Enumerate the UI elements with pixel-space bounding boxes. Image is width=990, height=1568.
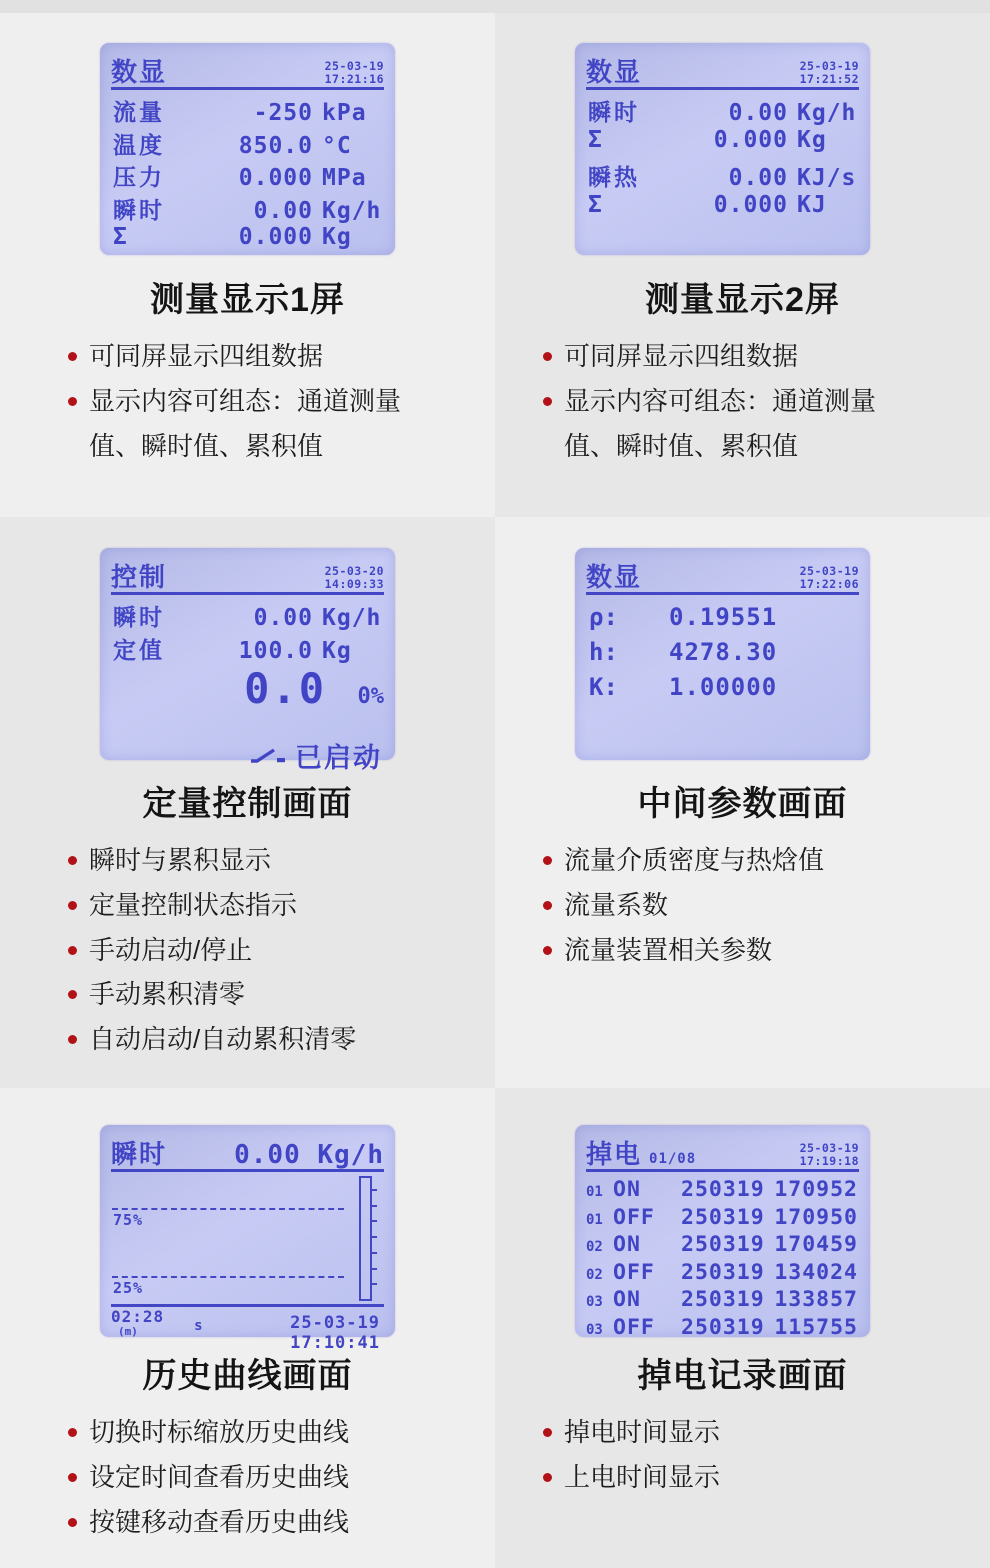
- lcd-row: [111, 127, 384, 160]
- record-index: 01: [586, 1211, 603, 1228]
- bullet-text: 切换时标缩放历史曲线: [89, 1417, 350, 1448]
- bullet-item: [543, 334, 990, 379]
- row-unit: °C: [322, 132, 352, 159]
- row-value: 0.000: [238, 224, 313, 250]
- record-state: OFF: [613, 1314, 655, 1340]
- lcd-rows: [111, 94, 384, 257]
- section-title: 测量显示1屏: [150, 281, 345, 319]
- bullet-dot-icon: [68, 990, 77, 999]
- bullet-dot-icon: [543, 397, 552, 406]
- bullet-dot-icon: [68, 1473, 77, 1482]
- trend-datetime: 25-03-19 17:10:41: [290, 1313, 380, 1353]
- param-row: [586, 638, 859, 673]
- lcd-header: [111, 1130, 384, 1172]
- elapsed-unit: (m): [118, 1325, 138, 1338]
- bullet-text: 掉电时间显示: [564, 1417, 721, 1448]
- record-index: 03: [586, 1294, 603, 1310]
- bullet-dot-icon: [68, 1518, 77, 1527]
- lcd-date: 25-03-19: [799, 58, 859, 73]
- bullet-text: 自动启动/自动累积清零: [89, 1024, 357, 1055]
- bullet-text: 定量控制状态指示: [89, 889, 298, 920]
- lcd-row: [111, 599, 384, 632]
- row-value: 100.0: [238, 637, 313, 664]
- bullet-list: [0, 838, 495, 1062]
- row-label: Σ: [113, 224, 130, 250]
- lcd-header: [586, 1130, 859, 1172]
- bullet-dot-icon: [543, 1428, 552, 1437]
- record-time: 134024: [774, 1259, 858, 1285]
- section-title: 历史曲线画面: [142, 1357, 353, 1395]
- lcd-screen-name: 瞬时: [111, 1140, 168, 1170]
- lcd-params: [575, 548, 870, 760]
- section-title: 中间参数画面: [637, 785, 848, 823]
- bullet-text: 瞬时与累积显示: [89, 845, 272, 876]
- record-page-index: 01/08: [649, 1151, 697, 1167]
- bullet-text: 可同屏显示四组数据: [564, 341, 799, 372]
- lcd-row: [586, 159, 859, 192]
- bullet-item: [543, 928, 990, 973]
- bullet-dot-icon: [68, 946, 77, 955]
- lcd-rows: [586, 94, 859, 224]
- bullet-dot-icon: [543, 901, 552, 910]
- record-state: ON: [613, 1177, 641, 1202]
- scrollbar-tick: [371, 1220, 377, 1222]
- bullet-dot-icon: [543, 1473, 552, 1482]
- control-status-row: [111, 736, 384, 775]
- scrollbar-tick: [371, 1236, 377, 1238]
- batch-progress-value: 0.0: [244, 664, 326, 713]
- lcd-screen-name: 数显: [586, 58, 643, 88]
- gridline-75: [112, 1208, 344, 1210]
- param-value: 1.00000: [669, 673, 778, 701]
- trend-scrollbar: [359, 1176, 372, 1301]
- bullet-list: [495, 838, 990, 972]
- lcd-screen-name: 数显: [111, 58, 168, 88]
- trend-axis-row: [111, 1304, 384, 1353]
- lcd-measure-1: [100, 43, 395, 255]
- bullet-text: 设定时间查看历史曲线: [89, 1461, 350, 1492]
- lcd-datetime: [325, 60, 384, 86]
- row-value: 0.00: [728, 100, 788, 126]
- bullet-dot-icon: [68, 352, 77, 361]
- bullet-dot-icon: [68, 1035, 77, 1044]
- bullet-text: 流量介质密度与热焓值: [564, 845, 825, 876]
- row-label: 瞬时: [113, 197, 165, 224]
- panel-history-trend: [0, 1088, 495, 1568]
- scrollbar-tick: [371, 1268, 377, 1270]
- bullet-item: [68, 1410, 495, 1455]
- bullet-dot-icon: [543, 946, 552, 955]
- bullet-item: [68, 379, 495, 468]
- batch-progress-percent: 0%: [357, 684, 384, 709]
- bullet-item: [543, 379, 990, 468]
- record-row: [586, 1260, 859, 1288]
- row-value: 0.000: [713, 191, 788, 218]
- switch-icon: [249, 747, 285, 764]
- record-state: ON: [613, 1232, 641, 1257]
- bullet-item: [68, 1455, 495, 1500]
- bullet-item: [68, 883, 495, 928]
- row-value: 0.00: [728, 165, 788, 191]
- lcd-row: [111, 632, 384, 665]
- record-time: 133857: [774, 1287, 858, 1312]
- lcd-header: [111, 553, 384, 595]
- record-time: 170459: [774, 1232, 858, 1257]
- section-title: 掉电记录画面: [637, 1357, 848, 1395]
- lcd-time: 17:19:18: [799, 1153, 859, 1168]
- panel-measure-screen-1: [0, 13, 495, 517]
- row-label: 流量: [113, 100, 165, 126]
- param-row: [586, 603, 859, 638]
- bullet-item: [68, 334, 495, 379]
- bullet-text: 流量系数: [564, 889, 669, 920]
- panel-grid: [0, 13, 990, 1568]
- record-date: 250319: [681, 1204, 765, 1230]
- lcd-trend: [100, 1125, 395, 1353]
- row-label: Σ: [588, 191, 605, 218]
- top-divider-strip: [0, 0, 990, 13]
- record-state: OFF: [613, 1259, 655, 1285]
- row-value: 0.00: [253, 197, 313, 224]
- panel-quantitative-control: [0, 517, 495, 1088]
- row-value: 0.00: [253, 605, 313, 631]
- lcd-row: [586, 127, 859, 160]
- lcd-rows: [111, 599, 384, 775]
- record-row: [586, 1177, 859, 1205]
- panel-poweroff-record: [495, 1088, 990, 1568]
- bullet-item: [543, 1455, 990, 1500]
- lcd-row: [111, 94, 384, 127]
- lcd-screen-name: 掉电: [586, 1140, 643, 1170]
- row-unit: Kg: [322, 224, 352, 250]
- bullet-dot-icon: [543, 856, 552, 865]
- row-unit: Kg/h: [322, 197, 382, 224]
- lcd-datetime: [800, 565, 859, 591]
- record-list: [586, 1177, 859, 1342]
- record-row: [586, 1232, 859, 1260]
- row-value: -250: [253, 100, 313, 126]
- record-state: ON: [613, 1287, 641, 1312]
- record-index: 02: [586, 1266, 603, 1283]
- control-status-text: 已启动: [295, 743, 382, 774]
- lcd-screen-name: 控制: [111, 563, 168, 593]
- bullet-dot-icon: [543, 352, 552, 361]
- lcd-row: [111, 192, 384, 225]
- panel-intermediate-params: [495, 517, 990, 1088]
- bullet-list: [495, 1410, 990, 1499]
- record-date: 250319: [681, 1232, 765, 1257]
- bullet-list: [0, 334, 495, 468]
- bullet-text: 手动启动/停止: [89, 934, 253, 965]
- row-value: 850.0: [238, 132, 313, 159]
- param-label: h:: [589, 638, 618, 666]
- bullet-dot-icon: [68, 901, 77, 910]
- row-value: 0.000: [713, 126, 788, 153]
- lcd-time: 14:09:33: [324, 576, 384, 591]
- row-label: 瞬时: [113, 605, 165, 631]
- grid-label-75: 75%: [113, 1211, 144, 1229]
- record-time: 115755: [774, 1314, 858, 1340]
- bullet-item: [68, 928, 495, 973]
- lcd-measure-2: [575, 43, 870, 255]
- param-label: K:: [589, 673, 618, 701]
- lcd-date: 25-03-19: [799, 1140, 859, 1155]
- bullet-list: [495, 334, 990, 468]
- lcd-poweroff: [575, 1125, 870, 1340]
- lcd-header-left: [586, 1142, 696, 1168]
- section-title: 定量控制画面: [142, 785, 353, 823]
- lcd-header: [586, 553, 859, 595]
- lcd-time: 17:21:52: [799, 71, 859, 86]
- row-unit: KJ: [797, 191, 827, 218]
- bullet-dot-icon: [68, 1428, 77, 1437]
- lcd-header: [586, 48, 859, 90]
- row-unit: MPa: [322, 165, 367, 191]
- lcd-control: [100, 548, 395, 774]
- record-date: 250319: [681, 1259, 765, 1285]
- row-unit: kPa: [322, 100, 367, 126]
- record-date: 250319: [681, 1287, 765, 1312]
- lcd-screen-name: 数显: [586, 563, 643, 593]
- record-time: 170952: [774, 1177, 858, 1202]
- lcd-time: 17:21:16: [324, 71, 384, 86]
- bullet-item: [68, 1017, 495, 1062]
- row-unit: Kg: [797, 126, 827, 153]
- record-index: 02: [586, 1239, 603, 1255]
- record-row: [586, 1315, 859, 1343]
- row-unit: Kg/h: [322, 605, 382, 631]
- bullet-text: 上电时间显示: [564, 1461, 721, 1492]
- grid-label-25: 25%: [113, 1279, 144, 1297]
- bullet-list: [0, 1410, 495, 1544]
- row-label: 瞬时: [588, 100, 640, 126]
- row-unit: Kg/h: [797, 100, 857, 126]
- lcd-rows: [586, 603, 859, 708]
- param-value: 0.19551: [669, 603, 778, 631]
- section-title: 测量显示2屏: [645, 281, 840, 319]
- lcd-row: [586, 94, 859, 127]
- trend-header-value: 0.00 Kg/h: [234, 1140, 384, 1170]
- lcd-row: [586, 192, 859, 225]
- lcd-datetime: [325, 565, 384, 591]
- gridline-25: [112, 1276, 344, 1278]
- row-unit: Kg: [322, 637, 352, 664]
- bullet-text: 流量装置相关参数: [564, 934, 773, 965]
- bullet-text: 按键移动查看历史曲线: [89, 1506, 350, 1537]
- lcd-row: [111, 224, 384, 257]
- bullet-dot-icon: [68, 856, 77, 865]
- lcd-date: 25-03-19: [799, 563, 859, 578]
- bullet-text: 可同屏显示四组数据: [89, 341, 324, 372]
- scrollbar-tick: [371, 1189, 377, 1191]
- record-row: [586, 1205, 859, 1233]
- row-label: 定值: [113, 637, 165, 664]
- elapsed-block: [111, 1309, 164, 1337]
- elapsed-time: 02:28: [111, 1307, 165, 1326]
- row-value: 0.000: [238, 165, 313, 191]
- bullet-text: 显示内容可组态：通道测量值、瞬时值、累积值: [564, 385, 877, 461]
- bullet-item: [543, 1410, 990, 1455]
- record-row: [586, 1287, 859, 1315]
- lcd-header: [111, 48, 384, 90]
- lcd-date: 25-03-20: [324, 563, 384, 578]
- bullet-text: 显示内容可组态：通道测量值、瞬时值、累积值: [89, 385, 402, 461]
- lcd-row: [111, 159, 384, 192]
- batch-progress-row: [111, 664, 384, 713]
- scrollbar-tick: [371, 1252, 377, 1254]
- bullet-item: [68, 838, 495, 883]
- bullet-text: 手动累积清零: [89, 979, 246, 1010]
- row-label: Σ: [588, 126, 605, 153]
- record-index: 03: [586, 1321, 603, 1338]
- lcd-datetime: [800, 1142, 859, 1168]
- bullet-dot-icon: [68, 397, 77, 406]
- record-date: 250319: [681, 1177, 765, 1202]
- row-label: 压力: [113, 165, 165, 191]
- record-state: OFF: [613, 1204, 655, 1230]
- lcd-time: 17:22:06: [799, 576, 859, 591]
- bullet-item: [68, 1500, 495, 1545]
- record-date: 250319: [681, 1314, 765, 1340]
- record-index: 01: [586, 1184, 603, 1200]
- bullet-item: [543, 838, 990, 883]
- scrollbar-tick: [371, 1283, 377, 1285]
- bullet-item: [68, 972, 495, 1017]
- record-time: 170950: [774, 1204, 858, 1230]
- param-value: 4278.30: [669, 638, 778, 666]
- param-row: [586, 673, 859, 708]
- row-label: 温度: [113, 132, 165, 159]
- param-label: ρ:: [589, 603, 618, 631]
- lcd-date: 25-03-19: [324, 58, 384, 73]
- lcd-datetime: [800, 60, 859, 86]
- row-label: 瞬热: [588, 165, 640, 191]
- bullet-item: [543, 883, 990, 928]
- scrollbar-tick: [371, 1205, 377, 1207]
- panel-measure-screen-2: [495, 13, 990, 517]
- row-unit: KJ/s: [797, 165, 857, 191]
- trend-plot-area: [111, 1172, 384, 1304]
- timebase-label: s: [194, 1318, 203, 1334]
